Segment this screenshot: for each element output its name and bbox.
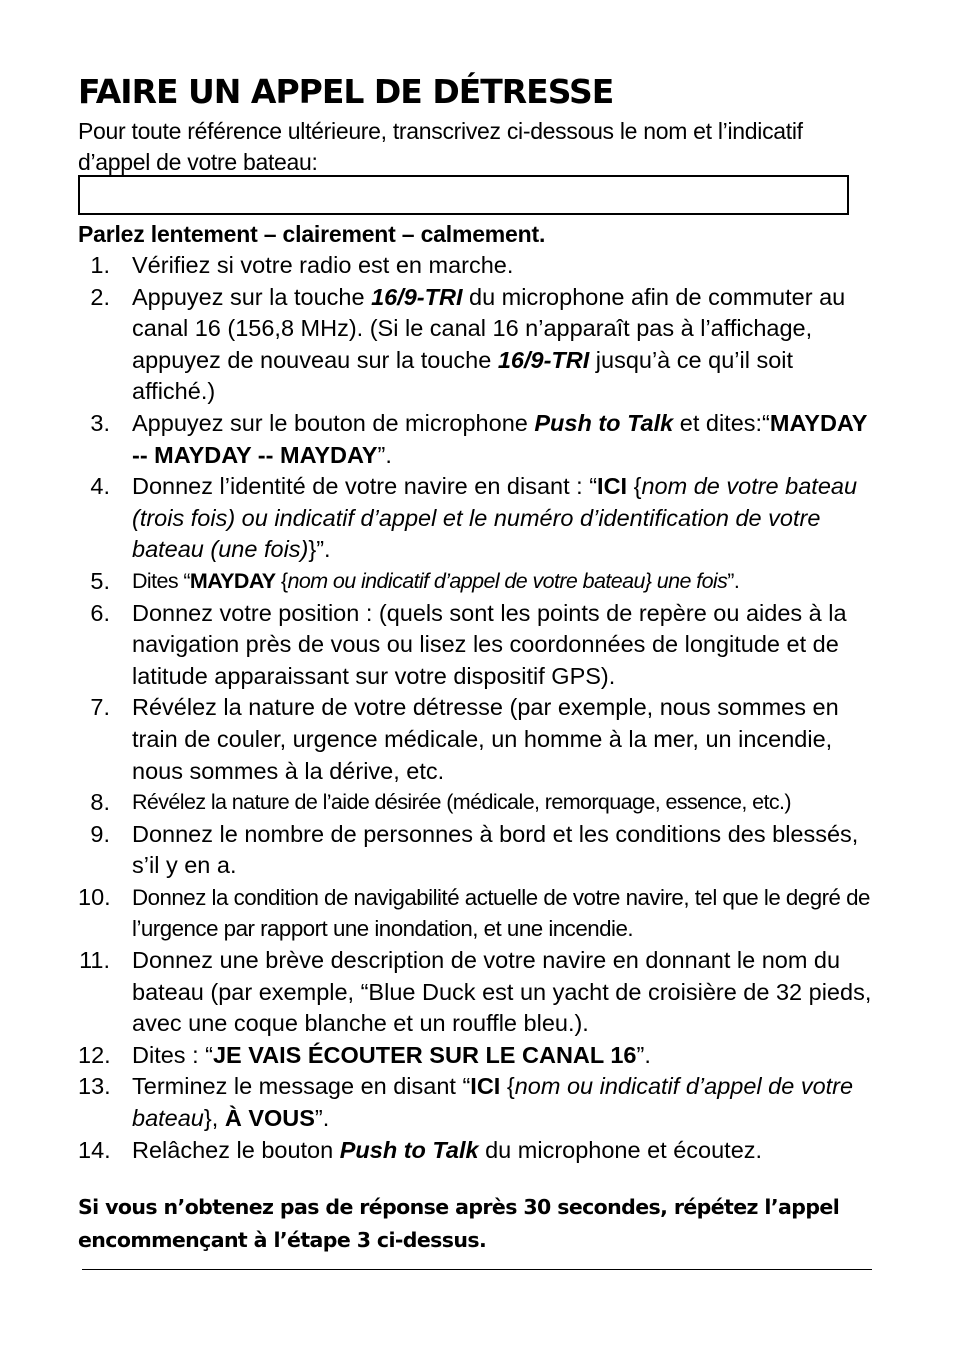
step-text-run: Push to Talk [339, 1136, 479, 1163]
step-number: 4. [90, 473, 110, 500]
step-text-run: Donnez le nombre de personnes à bord et les conditions des blessés, s’il y en a. [132, 820, 859, 879]
speaking-instructions-heading: Parlez lentement – clairement – calmement. [78, 221, 546, 247]
step-text [132, 1135, 878, 1167]
step-item [78, 787, 878, 819]
step-number: 1. [90, 252, 110, 278]
step-text-run: nom de votre bateau (trois fois) ou indicatif d’appel et le numéro d’identification de votre bateau (une fois) [132, 473, 858, 563]
step-text-run: du microphone et écoutez. [478, 1136, 763, 1163]
step-item [78, 282, 878, 408]
step-text-run: Appuyez sur la touche [132, 283, 372, 310]
step-text-run: MAYDAY -- MAYDAY -- MAYDAY [132, 409, 867, 468]
step-item [78, 598, 878, 693]
step-text [132, 1040, 878, 1072]
footer-divider [82, 1269, 872, 1270]
step-text-run: Dites : “ [132, 1041, 213, 1068]
step-item [78, 819, 878, 882]
step-text-run: et dites:“ [673, 409, 770, 436]
step-text-run: nom ou indicatif d’appel de votre bateau [132, 1073, 854, 1132]
step-item [78, 692, 878, 787]
step-text-run: ”. [727, 568, 740, 593]
no-response-note: Si vous n’obtenez pas de réponse après 30 secondes, répétez l’appel encommençant à l’étape 3 ci-dessus. [78, 1195, 840, 1252]
step-text-run: ICI [470, 1073, 501, 1100]
step-text-run: Donnez l’identité de votre navire en disant : “ [132, 473, 598, 500]
boat-name-callsign-field[interactable] [78, 175, 849, 215]
page-title: FAIRE UN APPEL DE DÉTRESSE [78, 72, 614, 111]
step-text-run: ”. [377, 441, 392, 468]
step-number: 2. [90, 283, 110, 310]
step-text [132, 1071, 878, 1134]
step-text [132, 598, 878, 693]
step-text-run: Appuyez sur le bouton de microphone [132, 409, 535, 436]
step-text [132, 692, 878, 787]
step-text-run: jusqu’à ce qu’il soit affiché.) [132, 346, 794, 405]
intro-text: Pour toute référence ultérieure, transcrivez ci-dessous le nom et l’indicatif d’appel de votre bateau: [78, 118, 803, 175]
step-item [78, 1135, 878, 1167]
step-text-run: du microphone afin de commuter au canal 16 (156,8 MHz). (Si le canal 16 n’apparaît pas à l’affichage, appuyez de nouveau sur la touche [132, 283, 846, 373]
step-text [132, 250, 878, 282]
step-text-run: { [500, 1073, 515, 1100]
step-item [78, 945, 878, 1040]
step-number: 14. [78, 1136, 111, 1163]
step-text-run: }, [203, 1105, 225, 1132]
step-item [78, 1040, 878, 1072]
step-text-run: Push to Talk [534, 409, 674, 436]
step-number: 7. [90, 694, 110, 721]
step-text-run: À VOUS [224, 1105, 315, 1132]
step-text [132, 819, 878, 882]
step-text-run: MAYDAY [189, 568, 276, 593]
step-text-run: Révélez la nature de l’aide désirée (médicale, remorquage, essence, etc.) [132, 790, 791, 815]
step-text-run: Relâchez le bouton [132, 1136, 340, 1163]
step-number: 5. [90, 567, 110, 594]
step-text-run: Terminez le message en disant “ [132, 1073, 471, 1100]
step-item [78, 408, 878, 471]
step-number: 9. [90, 820, 110, 847]
step-number: 8. [90, 789, 110, 816]
step-text [132, 787, 878, 819]
step-number: 13. [78, 1073, 111, 1100]
step-text-run: Dites “ [132, 568, 190, 593]
step-text-run: 16/9-TRI [371, 283, 463, 310]
step-number: 11. [79, 947, 110, 974]
step-item [78, 566, 878, 598]
step-text [132, 471, 878, 566]
step-text [132, 945, 878, 1040]
step-text-run: ”. [636, 1041, 651, 1068]
step-number: 6. [90, 599, 110, 626]
step-item [78, 250, 878, 282]
step-item [78, 1071, 878, 1134]
step-text-run: ”. [314, 1105, 330, 1132]
step-text [132, 282, 878, 408]
step-text [132, 408, 878, 471]
distress-call-steps-list [78, 250, 878, 1166]
step-text-run: }”. [308, 536, 331, 563]
step-text-run: 16/9-TRI [497, 346, 590, 373]
step-text-run: ICI [597, 473, 628, 500]
step-text-run: Donnez votre position : (quels sont les points de repère ou aides à la navigation près de vous ou lisez les coordonnées de longitude et de latitude apparaissant sur votre dispositif GPS). [132, 599, 847, 689]
step-text-run: Donnez la condition de navigabilité actuelle de votre navire, tel que le degré de l’urgence par rapport une inondation, et une incendie. [132, 884, 870, 942]
step-item [78, 882, 878, 945]
step-text-run: Donnez une brève description de votre navire en donnant le nom du bateau (par exemple, “Blue Duck est un yacht de croisière de 32 pieds, avec une coque blanche et un rouffle bleu.). [132, 947, 872, 1037]
step-number: 12. [78, 1041, 111, 1068]
step-number: 3. [90, 409, 110, 436]
step-text [132, 566, 878, 598]
step-text-run: { [275, 568, 288, 593]
step-text [132, 882, 878, 945]
step-text-run: JE VAIS ÉCOUTER SUR LE CANAL 16 [212, 1041, 637, 1068]
step-item [78, 471, 878, 566]
step-text-run: { [627, 473, 642, 500]
step-text-run: Révélez la nature de votre détresse (par exemple, nous sommes en train de couler, urgence médicale, un homme à la mer, un incendie, nous sommes à la dérive, etc. [132, 694, 839, 784]
step-text-run: nom ou indicatif d’appel de votre bateau} une fois [287, 568, 728, 593]
step-text-run: Vérifiez si votre radio est en marche. [132, 252, 514, 278]
step-number: 10. [78, 883, 111, 910]
